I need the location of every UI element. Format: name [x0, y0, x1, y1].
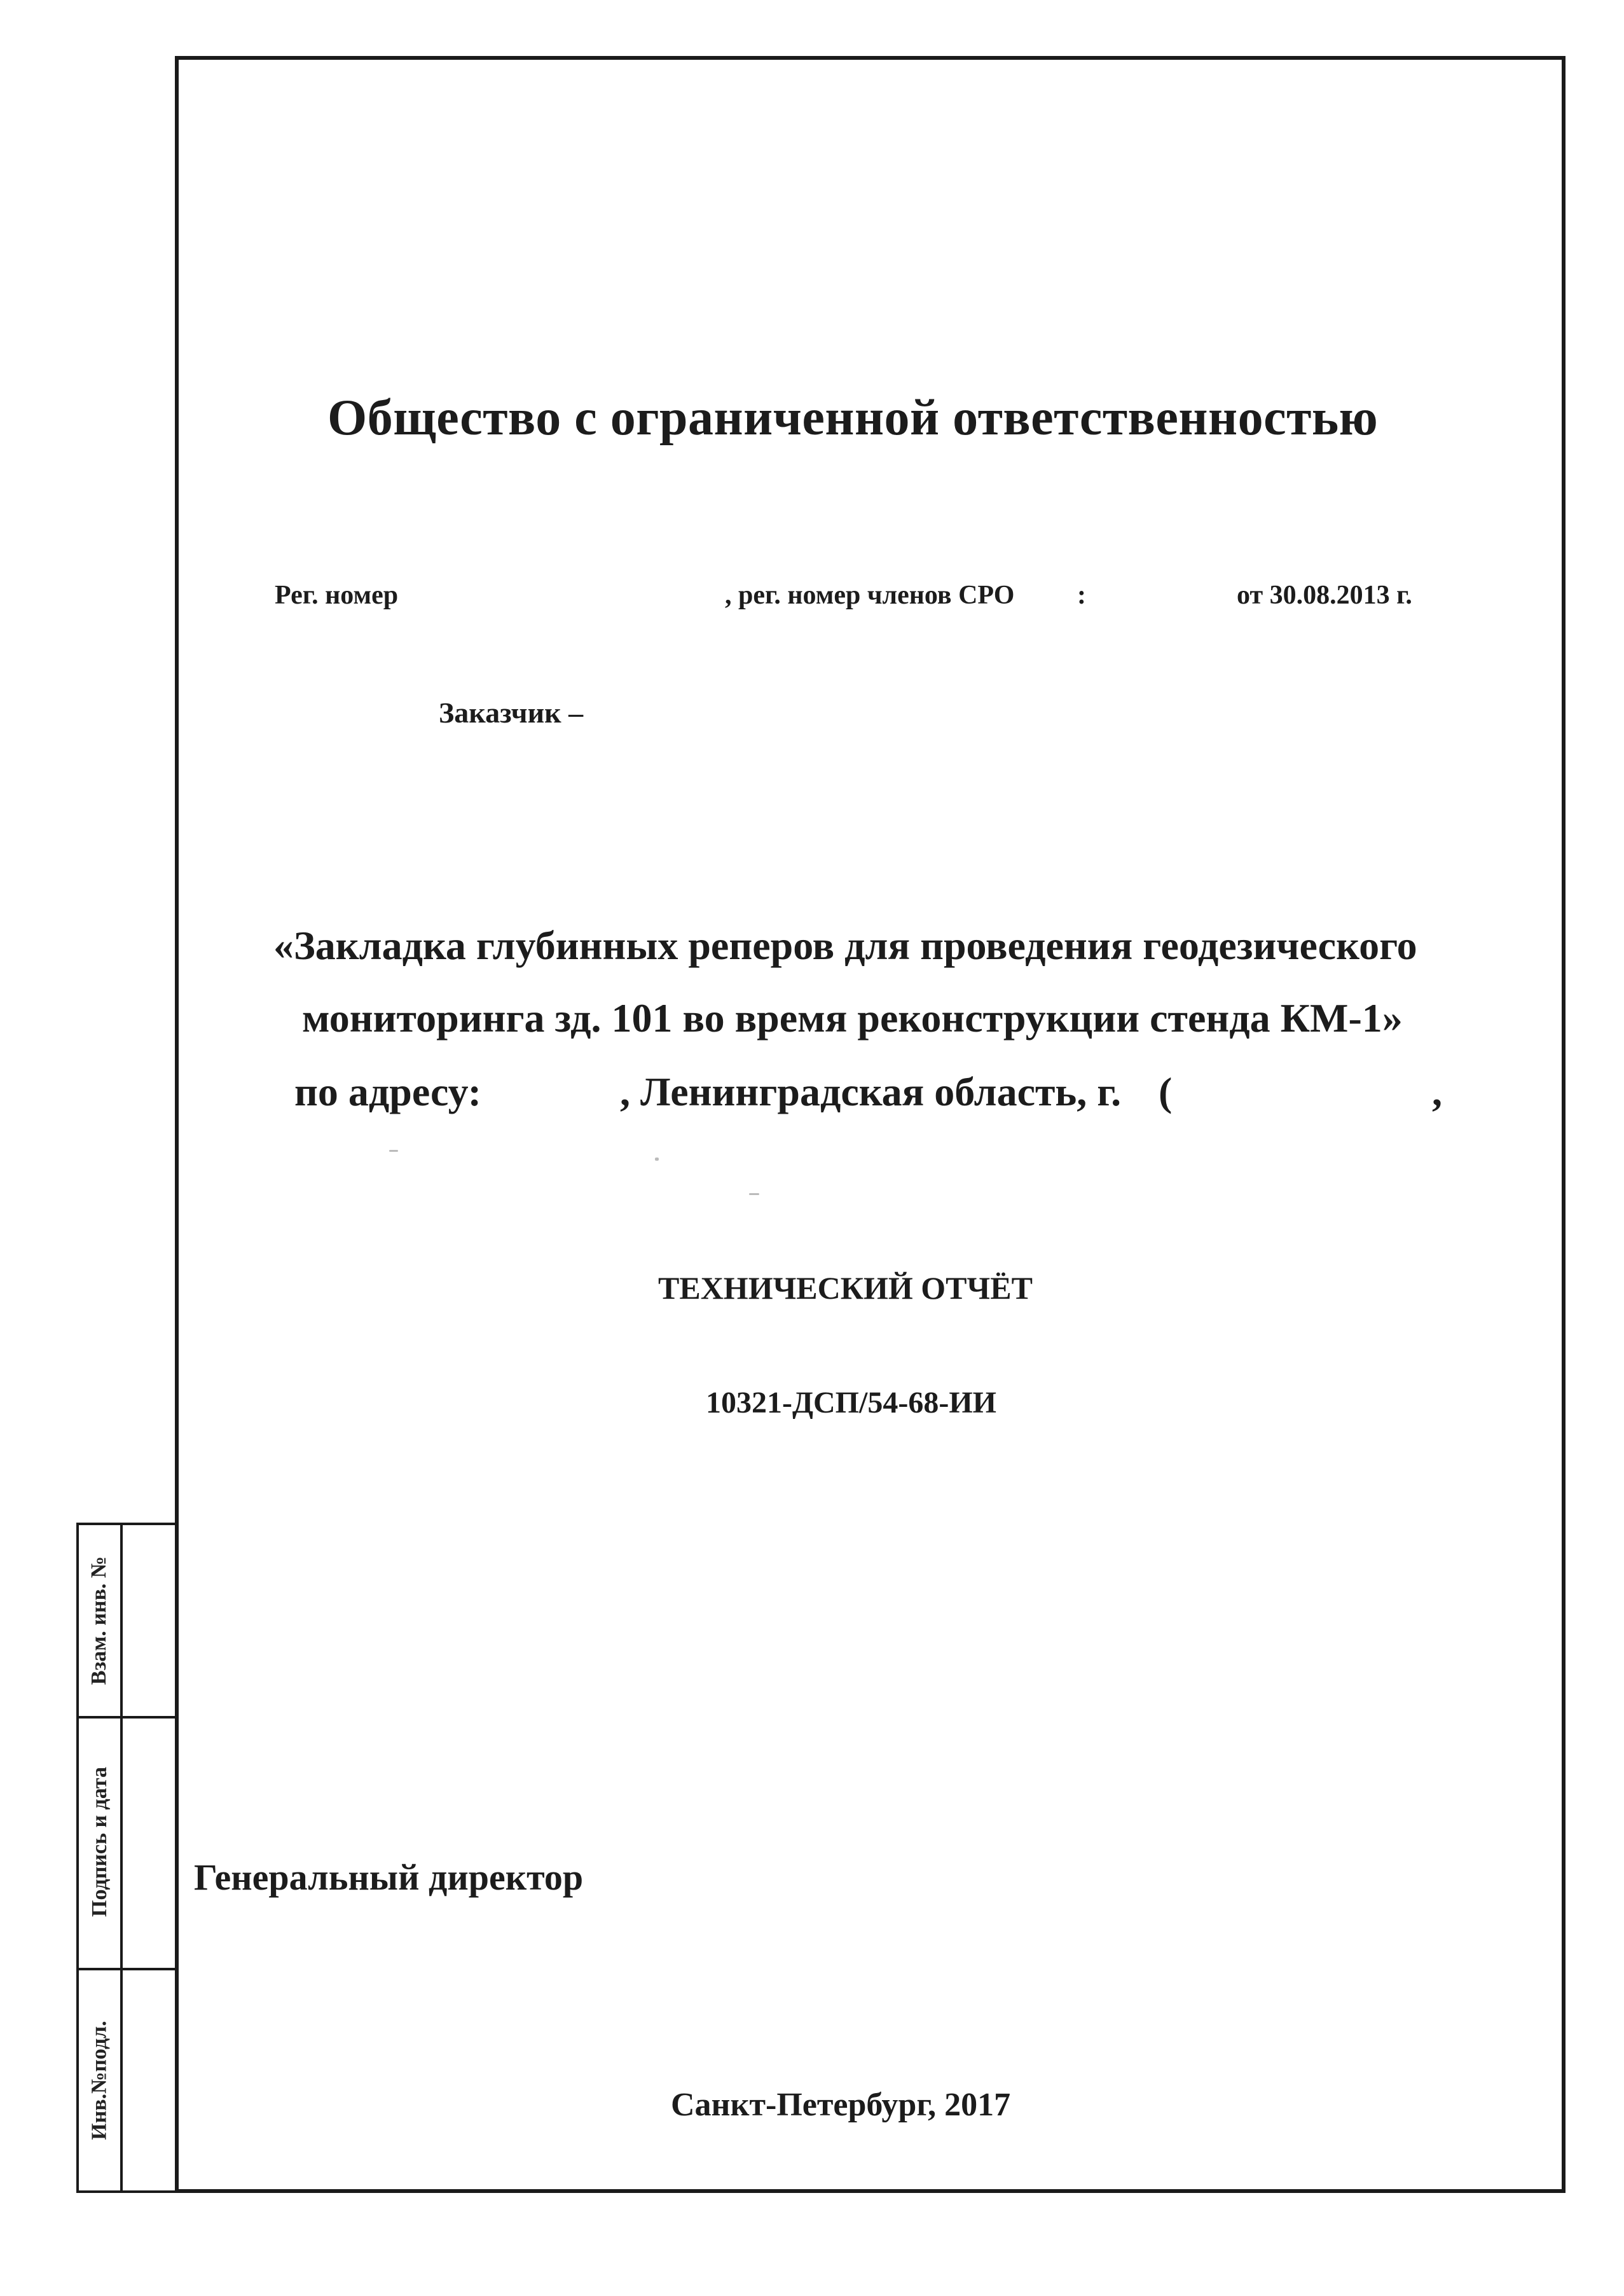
- stamp-column-divider: [120, 1525, 123, 2190]
- project-title-line-1: «Закладка глубинных реперов для проведения геодезического: [273, 923, 1417, 968]
- reg-number-label: Рег. номер: [275, 581, 399, 610]
- scan-speck: [749, 1193, 759, 1195]
- address-partial-char: (: [1159, 1069, 1173, 1114]
- report-code: 10321-ДСП/54-68-ИИ: [706, 1386, 996, 1420]
- side-stamp: [76, 1523, 179, 2193]
- scan-speck: [389, 1150, 398, 1152]
- stamp-label-original-inv: Инв.№подл.: [87, 2021, 111, 2140]
- address-end: ,: [1432, 1069, 1442, 1114]
- stamp-label-replacement-inv: Взам. инв. №: [87, 1556, 111, 1685]
- sro-label: , рег. номер членов СРО: [725, 581, 1015, 610]
- report-title: ТЕХНИЧЕСКИЙ ОТЧЁТ: [658, 1270, 1033, 1306]
- organization-heading: Общество с ограниченной ответственностью: [327, 390, 1379, 446]
- address-region: , Ленинградская область, г.: [620, 1069, 1122, 1114]
- project-title-line-2: мониторинга зд. 101 во время реконструкции стенда КМ-1»: [302, 995, 1403, 1041]
- sro-partial-char: :: [1077, 581, 1086, 610]
- city-year: Санкт-Петербург, 2017: [671, 2087, 1011, 2123]
- registration-date: от 30.08.2013 г.: [1237, 581, 1412, 610]
- scan-speck: [655, 1158, 659, 1161]
- stamp-label-signature-date: Подпись и дата: [87, 1767, 111, 1917]
- director-position: Генеральный директор: [194, 1857, 584, 1898]
- customer-label: Заказчик –: [439, 696, 584, 729]
- stamp-cell-replacement-inv: [79, 1525, 120, 1716]
- stamp-cell-signature-date: [79, 1716, 120, 1968]
- stamp-cell-original-inv: [79, 1968, 120, 2193]
- address-label: по адресу:: [294, 1069, 482, 1114]
